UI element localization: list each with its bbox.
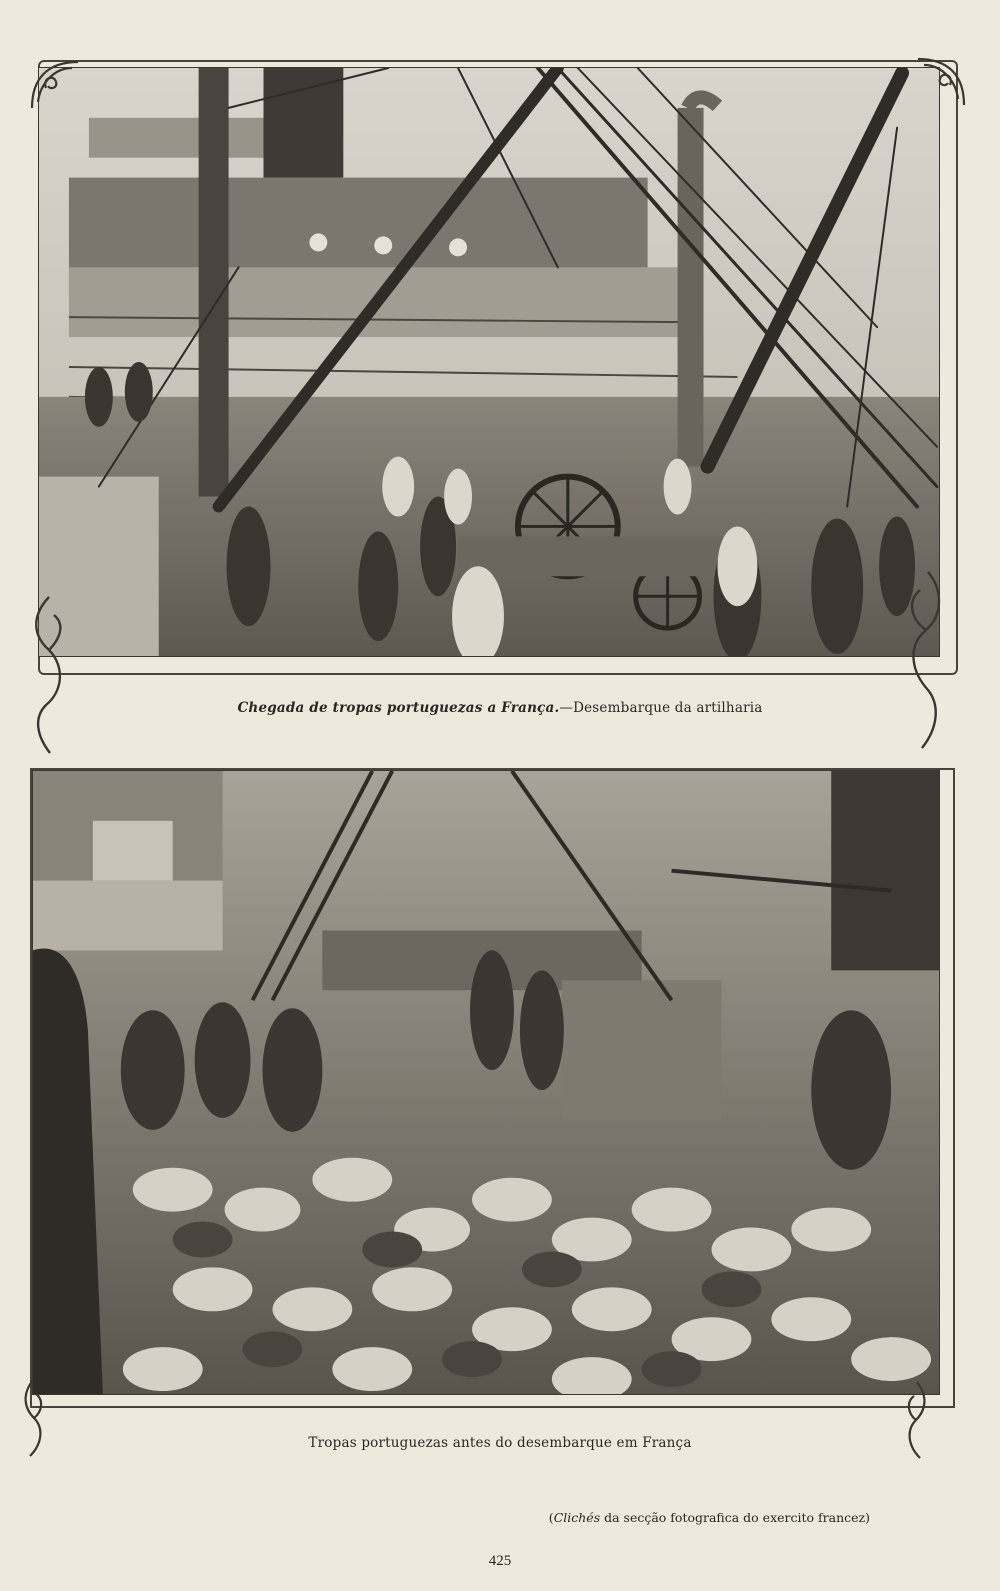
caption-text: Tropas portuguezas antes do desembarque em França: [308, 1435, 692, 1451]
credit-open-paren: (: [548, 1510, 554, 1525]
caption-title: Chegada de tropas portuguezas a França.: [237, 700, 560, 716]
photo-troops-before-disembarkation: [32, 770, 940, 1395]
corner-ornament-icon: [914, 55, 968, 109]
caption-subtitle: —Desembarque da artilharia: [559, 700, 763, 716]
corner-ornament-icon: [24, 595, 74, 755]
credit-italic-word: Clichés: [553, 1510, 601, 1525]
credit-rest: da secção fotografica do exercito francez): [600, 1510, 870, 1525]
page-number: 425: [488, 1553, 512, 1569]
corner-ornament-icon: [888, 570, 948, 750]
figure-caption-bottom: [0, 1435, 1000, 1451]
figure-caption-top: [0, 700, 1000, 716]
photo-credit: [549, 1510, 870, 1525]
corner-ornament-icon: [28, 58, 82, 112]
photo-artillery-disembarkation: [38, 67, 940, 657]
